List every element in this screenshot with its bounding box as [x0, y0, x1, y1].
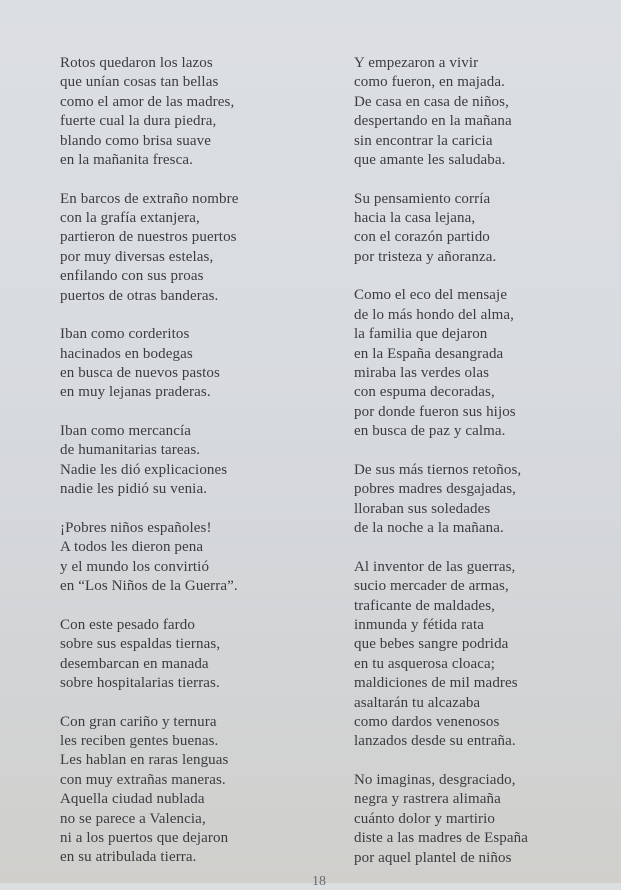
verse-line: sin encontrar la caricia [354, 132, 493, 149]
stanza [60, 713, 330, 868]
verse-line: desembarcan en manada [60, 655, 209, 672]
verse-line: Su pensamiento corría [354, 190, 491, 207]
verse-line: asaltarán tu alcazaba [354, 694, 481, 711]
stanza [354, 558, 604, 752]
stanza [60, 325, 330, 403]
stanza [354, 286, 604, 441]
stanza [354, 771, 604, 868]
verse-line: con muy extrañas maneras. [60, 771, 226, 788]
verse-line: de humanitarias tareas. [60, 442, 201, 459]
verse-line: Y empezaron a vivir [354, 55, 479, 71]
stanza [60, 190, 330, 306]
verse-line: en busca de paz y calma. [354, 423, 506, 440]
verse-line: inmunda y fétida rata [354, 616, 484, 633]
stanza [60, 519, 330, 597]
stanza [60, 616, 330, 694]
verse-line: les reciben gentes buenas. [60, 732, 219, 749]
verse-line: como fueron, en majada. [354, 74, 505, 91]
verse-line: Como el eco del mensaje [354, 287, 508, 304]
verse-line: miraba las verdes olas [354, 365, 490, 382]
verse-line: la familia que dejaron [354, 326, 488, 343]
verse-line: No imaginas, desgraciado, [354, 771, 516, 788]
verse-line: de la noche a la mañana. [354, 520, 504, 537]
verse-line: enfilando con sus proas [60, 268, 204, 285]
verse-line: blando como brisa suave [60, 132, 212, 149]
verse-line: Les hablan en raras lenguas [60, 752, 229, 769]
verse-line: pobres madres desgajadas, [354, 481, 517, 498]
verse-line: hacia la casa lejana, [354, 210, 476, 227]
verse-line: lloraban sus soledades [354, 500, 491, 517]
verse-line: en su atribulada tierra. [60, 849, 197, 866]
verse-line: puertos de otras banderas. [60, 287, 219, 304]
verse-line: hacinados en bodegas [60, 345, 193, 362]
verse-line: ¡Pobres niños españoles! [60, 519, 212, 536]
verse-line: que bebes sangre podrida [354, 636, 509, 653]
verse-line: negra y rastrera alimaña [354, 791, 501, 808]
verse-line: Nadie les dió explicaciones [60, 461, 228, 478]
verse-line: que unían cosas tan bellas [60, 74, 219, 91]
verse-line: sobre sus espaldas tiernas, [60, 636, 221, 653]
poem-left-column [60, 54, 330, 868]
stanza [354, 54, 604, 170]
verse-line: maldiciones de mil madres [354, 675, 518, 692]
verse-line: Iban como corderitos [60, 326, 190, 343]
verse-line: A todos les dieron pena [60, 539, 204, 556]
verse-line: con espuma decoradas, [354, 384, 495, 401]
stanza [354, 461, 604, 539]
verse-line: ni a los puertos que dejaron [60, 829, 229, 846]
verse-line: como dardos venenosos [354, 713, 500, 730]
verse-line: fuerte cual la dura piedra, [60, 113, 217, 130]
verse-line: y el mundo los convirtió [60, 558, 210, 575]
verse-line: por tristeza y añoranza. [354, 248, 497, 265]
verse-line: De sus más tiernos retoños, [354, 461, 522, 478]
verse-line: nadie les pidió su venia. [60, 481, 208, 498]
verse-line: en “Los Niños de la Guerra”. [60, 578, 238, 595]
stanza [60, 422, 330, 500]
verse-line: no se parece a Valencia, [60, 810, 206, 827]
verse-line: Al inventor de las guerras, [354, 558, 516, 575]
verse-line: en muy lejanas praderas. [60, 384, 211, 401]
verse-line: sobre hospitalarias tierras. [60, 674, 220, 691]
verse-line: despertando en la mañana [354, 113, 512, 130]
verse-line: Aquella ciudad nublada [60, 791, 205, 808]
stanza [354, 190, 604, 268]
verse-line: por muy diversas estelas, [60, 248, 214, 265]
verse-line: con el corazón partido [354, 229, 490, 246]
verse-line: por aquel plantel de niños [354, 849, 512, 866]
verse-line: Rotos quedaron los lazos [60, 55, 213, 71]
verse-line: Con este pesado fardo [60, 616, 195, 633]
verse-line: Con gran cariño y ternura [60, 713, 217, 730]
verse-line: traficante de maldades, [354, 597, 495, 614]
verse-line: sucio mercader de armas, [354, 578, 509, 595]
verse-line: cuánto dolor y martirio [354, 810, 496, 827]
page-number: 18 [312, 874, 326, 889]
verse-line: lanzados desde su entraña. [354, 733, 516, 750]
poem-right-column [354, 54, 604, 868]
stanza [60, 54, 330, 170]
verse-line: en tu asquerosa cloaca; [354, 655, 495, 672]
verse-line: de lo más hondo del alma, [354, 306, 514, 323]
verse-line: como el amor de las madres, [60, 93, 235, 110]
verse-line: con la grafía extanjera, [60, 210, 200, 227]
verse-line: en la mañanita fresca. [60, 152, 193, 169]
verse-line: diste a las madres de España [354, 830, 528, 847]
verse-line: en la España desangrada [354, 345, 504, 362]
verse-line: en busca de nuevos pastos [60, 365, 220, 382]
verse-line: por donde fueron sus hijos [354, 403, 516, 420]
verse-line: Iban como mercancía [60, 423, 191, 440]
verse-line: En barcos de extraño nombre [60, 190, 239, 207]
verse-line: De casa en casa de niños, [354, 93, 509, 110]
verse-line: partieron de nuestros puertos [60, 229, 237, 246]
verse-line: que amante les saludaba. [354, 152, 506, 169]
